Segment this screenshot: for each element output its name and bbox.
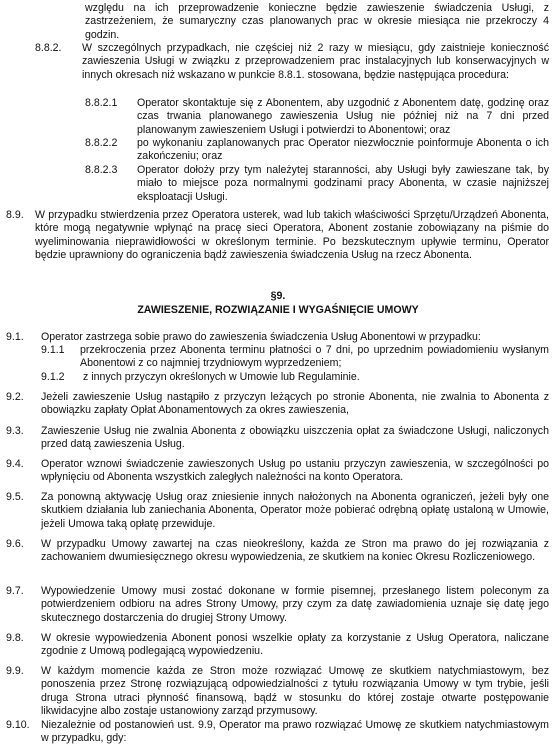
paragraph-9-3 [6,425,549,452]
paragraph-text: Operator wznowi świadczenie zawieszonych Usług po ustaniu przyczyn zawieszenia, w szczególności po wpłynięciu od Abonenta wszystkich zaległych należności na konto Operatora. [41,458,549,484]
subparagraph-8-8-2-2 [85,137,549,164]
paragraph-number: 9.7. [6,585,24,597]
paragraph-9-6 [6,538,549,565]
paragraph-text: Operator zastrzega sobie prawo do zawieszenia świadczenia Usług Abonentowi w przypadku: [41,331,481,343]
paragraph-text: W okresie wypowiedzenia Abonent ponosi wszelkie opłaty za korzystanie z Usług Operatora, naliczane zgodnie z Umową podlegającą wypowiedzeniu. [41,632,549,658]
paragraph-number: 9.9. [6,665,24,677]
paragraph-number: 8.9. [6,209,24,221]
paragraph-text: W każdym momencie każda ze Stron może rozwiązać Umowę ze skutkiem natychmiastowym, bez ponoszenia przez Stronę rozwiązującą odpowiedzialności z tytułu rozwiązania Umowy w tym trybie, jeśli druga Strona utraci płynność finansową, bądź w stosunku do której zostaje otwarte postępowanie likwidacyjne albo zostaje ustanowiony zarząd przymusowy. [41,665,549,718]
section-title: ZAWIESZENIE, ROZWIĄZANIE I WYGAŚNIĘCIE UMOWY [137,304,419,316]
paragraph-9-8 [6,632,549,659]
subparagraph-number: 8.8.2.3 [85,164,118,176]
paragraph-9-9 [6,665,549,719]
paragraph-9-2 [6,391,549,418]
paragraph-text: Jeżeli zawieszenie Usług nastąpiło z przyczyn leżących po stronie Abonenta, nie zwalnia to Abonenta z obowiązku zapłaty Opłat Abonamentowych za okres zawieszenia, [41,391,549,417]
paragraph-9-10 [6,719,549,746]
paragraph-9-4 [6,458,549,485]
paragraph-number: 9.5. [6,491,24,503]
subparagraph-text: przekroczenia przez Abonenta terminu płatności o 7 dni, po uprzednim powiadomieniu wysłanym Abonentowi z co najmniej trzydniowym wyprzedzeniem; [80,344,549,370]
paragraph-8-8-1-continuation: względu na ich przeprowadzenie konieczne będzie zawieszenie świadczenia Usługi, z zastrzeżeniem, że sumaryczny czas planowanych prac w okresie miesiąca nie przekroczy 4 godzin. [85,2,549,41]
paragraph-number: 9.2. [6,391,24,403]
subparagraph-9-1-2 [41,371,549,384]
paragraph-text: Wypowiedzenie Umowy musi zostać dokonane w formie pisemnej, przesłanego listem poleconym za potwierdzeniem odbioru na adres Strony Umowy, przy czym za datę zawiadomienia uznaje się datę jego skutecznego dostarczenia do drugiej Strony Umowy. [41,585,549,624]
paragraph-number: 9.4. [6,458,24,470]
paragraph-9-1 [6,331,549,344]
paragraph-text: W przypadku stwierdzenia przez Operatora usterek, wad lub takich właściwości Sprzętu/Urządzeń Abonenta, które mogą negatywnie wpłynąć na pracę sieci Operatora, Abonent zostanie zobowiązany na piśmie do wyeliminowania nieprawidłowości w określonym terminie. Po bezskutecznym upływie terminu, Operator będzie uprawniony do ograniczenia bądź zawieszenia świadczenia Usług na rzecz Abonenta. [35,209,549,262]
subparagraph-8-8-2-1 [85,97,549,137]
paragraph-text: Zawieszenie Usług nie zwalnia Abonenta z obowiązku uiszczenia opłat za świadczone Usługi, naliczonych przed datą zawieszenia Usług. [41,425,549,451]
paragraph-number: 9.3. [6,425,24,437]
subparagraph-8-8-2-3 [85,164,549,204]
subparagraph-number: 8.8.2.2 [85,137,118,149]
subparagraph-number: 9.1.1 [41,344,65,356]
subparagraph-text: Operator dołoży przy tym należytej staranności, aby Usługi były zawieszane tak, by miało to miejsce poza normalnymi godzinami pracy Abonenta, w czasie najniższej eksploatacji Usługi. [137,164,549,203]
subparagraph-text: z innych przyczyn określonych w Umowie lub Regulaminie. [83,371,360,383]
paragraph-number: 9.6. [6,538,24,550]
paragraph-8-8-2 [35,42,549,82]
paragraph-number: 9.1. [6,331,24,343]
paragraph-number: 9.10. [6,719,30,731]
subparagraph-number: 8.8.2.1 [85,97,118,109]
paragraph-text: W szczególnych przypadkach, nie częściej niż 2 razy w miesiącu, gdy zaistnieje konieczność zawieszenia Usługi w związku z przeprowadzeniem prac instalacyjnych lub konserwacyjnych w innych okresach niż wskazano w punkcie 8.8.1. stosowana, będzie następująca procedura: [82,42,549,81]
paragraph-8-9 [6,209,549,263]
paragraph-text: W przypadku Umowy zawartej na czas nieokreślony, każda ze Stron ma prawo do jej rozwiązania z zachowaniem dwumiesięcznego okresu wypowiedzenia, ze skutkiem na koniec Okresu Rozliczeniowego. [41,538,549,564]
subparagraph-text: po wykonaniu zaplanowanych prac Operator niezwłocznie poinformuje Abonenta o ich zakończeniu; oraz [137,137,549,163]
subparagraph-number: 9.1.2 [41,371,65,383]
paragraph-9-7 [6,585,549,625]
paragraph-number: 9.8. [6,632,24,644]
paragraph-text: Niezależnie od postanowień ust. 9.9, Operator ma prawo rozwiązać Umowę ze skutkiem natychmiastowym w przypadku, gdy: [41,719,549,745]
paragraph-text: Za ponowną aktywację Usług oraz zniesienie innych nałożonych na Abonenta ograniczeń, jeżeli były one skutkiem działania lub zaniechania Abonenta, Operator może pobierać odrębną opłatę ustaloną w Umowie, jeżeli Umowa taką opłatę przewiduje. [41,491,549,530]
section-number: §9. [270,290,286,302]
paragraph-9-5 [6,491,549,531]
subparagraph-text: Operator skontaktuje się z Abonentem, aby uzgodnić z Abonentem datę, godzinę oraz czas trwania planowanego zawieszenia Usług nie później niż na 7 dni przed planowanym zawieszeniem Usługi i potwierdzi to Abonentowi; oraz [137,97,549,136]
subparagraph-9-1-1 [41,344,549,371]
paragraph-number: 8.8.2. [35,42,62,54]
